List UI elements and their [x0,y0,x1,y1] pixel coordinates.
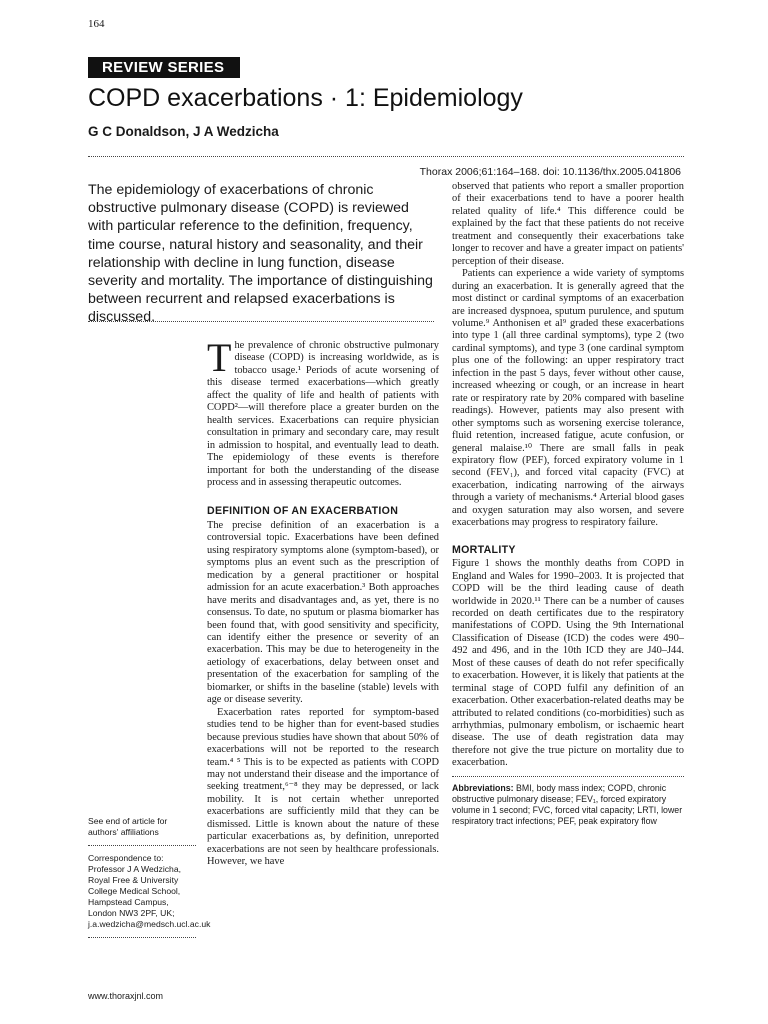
side-divider-1 [88,845,196,846]
side-notes [88,816,211,938]
abbreviations-text: BMI, body mass index; COPD, chronic obstructive pulmonary disease; FEV₁, forced expiratory volume in 1 second; FVC, forced vital capacity; LRTI, lower respiratory tract infections; PEF, peak expiratory flow [452,782,683,826]
header-divider [88,156,684,157]
correspondence-note: Correspondence to: Professor J A Wedzicha, Royal Free & University College Medical School, Hampstead Campus, London NW3 2PF, UK; j.a.wedzicha@medsch.ucl.ac.uk [88,853,211,929]
intro-text: he prevalence of chronic obstructive pulmonary disease (COPD) is increasing worldwide, as is tobacco usage.¹ Periods of acute worsening of this disease termed exacerbations—which greatly affect the quality of life and health of patients with COPD²—will therefore place a greater burden on the health services. Exacerbations can require physician consultation in primary and secondary care, may result in admission to hospital, and eventually lead to death. The epidemiology of these events is therefore important for both the understanding of the disease process and in assessing therapeutic outcomes. [207,340,439,488]
abbreviations-box [452,776,684,827]
series-banner: REVIEW SERIES [88,57,240,78]
definition-paragraph-1: The precise definition of an exacerbation is a controversial topic. Exacerbations have been defined using respiratory symptoms alone (symptom-based), or symptoms plus an event such as the prescription of medication by a general practitioner or hospital admission for an acute exacerbation.³ Both approaches have merits and disadvantages and, as yet, there is no consensus. To date, no sputum or plasma biomarker has been found that, with good sensitivity and specificity, can identify either the presence or severity of an exacerbation. This may be due to heterogeneity in the aetiology of exacerbations, delay between onset and presentation of the exacerbation for sampling of the biomarker, or shifts in the baseline (stable) levels with age or disease severity. [207,519,439,706]
abstract: The epidemiology of exacerbations of chronic obstructive pulmonary disease (COPD) is reviewed with particular reference to the definition, frequency, time course, natural history and seasonality, and their relationship with decline in lung function, disease severity and mortality. The importance of distinguishing between recurrent and relapsed exacerbations is discussed. [88,182,433,326]
mortality-paragraph: Figure 1 shows the monthly deaths from COPD in England and Wales for 1990–2003. It is projected that COPD will be the third leading cause of death worldwide in 2020.¹¹ There can be a number of causes recorded on death certificates due to the respiratory manifestations of COPD. Using the 9th International Classification of Disease (ICD) the codes were 490–492 and 496, and in the 10th ICD they are J40–J44. Most of these causes of death do not refer specifically to exacerbation. However, it is likely that patients at the terminal stage of COPD fulfil any definition of an exacerbation. Other exacerbation-related deaths may be attributed to related conditions (co-morbidities) such as arrhythmias, pulmonary embolism, or ischaemic heart disease. The use of death registration data may therefore not give the true picture on mortality due to exacerbation. [452,558,684,769]
article-title: COPD exacerbations · 1: Epidemiology [88,84,523,112]
page-number: 164 [88,18,105,30]
abbreviations-label: Abbreviations: [452,782,514,793]
authors: G C Donaldson, J A Wedzicha [88,124,279,139]
citation: Thorax 2006;61:164–168. doi: 10.1136/thx.2005.041806 [419,166,681,178]
definition-paragraph-2: Exacerbation rates reported for symptom-based studies tend to be higher than for event-based studies because previous studies have shown that about 50% of exacerbations will not be reported to the research team.⁴ ⁵ This is to be expected as patients with COPD may not understand their disease and the importance of seeking treatment,⁶⁻⁸ they may be depressed, or lack mobility. It is not certain whether unreported exacerbations are sufficiently mild that they can be dismissed. Little is known about the nature of these particular exacerbations as, by definition, unreported exacerbations are not seen by healthcare professionals. However, we have [207,706,439,868]
footer-url: www.thoraxjnl.com [88,991,164,1001]
right-paragraph-2: Patients can experience a wide variety of symptoms during an exacerbation. It is generally agreed that the most distinct or cardinal symptoms of an exacerbation are increased dyspnoea, sputum purulence, and sputum volume.⁹ Anthonisen et al⁹ graded these exacerbations into type 1 (all three cardinal symptoms), type 2 (two cardinal symptoms), and type 3 (one cardinal symptom plus one of the following: an upper respiratory tract infection in the past 5 days, fever without other cause, increased wheezing or cough, or an increase in heart rate or respiratory rate by 20% compared with baseline readings). However, patients may also present with other symptoms such as worsening exercise tolerance, fluid retention, increased fatigue, acute confusion, or general malaise.¹⁰ There are small falls in peak expiratory flow (PEF), forced expiratory volume in 1 second (FEV₁), and forced vital capacity (FVC) at exacerbation, indicating narrowing of the airways through a variety of mechanisms.⁴ Arterial blood gases and oxygen saturation may also worsen, and severe exacerbations may progress to respiratory failure. [452,268,684,529]
right-paragraph-1: observed that patients who report a smaller proportion of their exacerbations tend to have a poorer health related quality of life.⁴ This difference could be explained by the fact that these patients do not receive treatment and consequently their exacerbations take longer to recover and have a greater impact on patients' perception of their disease. [452,181,684,267]
drop-cap: T [207,335,232,380]
affiliations-note: See end of article for authors' affiliations [88,816,168,837]
abstract-divider [88,321,434,322]
section-heading-mortality: MORTALITY [452,543,516,556]
body-column-right [452,181,684,827]
intro-paragraph [207,335,439,489]
body-column-middle [207,335,439,869]
section-heading-definition: DEFINITION OF AN EXACERBATION [207,505,399,518]
side-divider-2 [88,937,196,938]
